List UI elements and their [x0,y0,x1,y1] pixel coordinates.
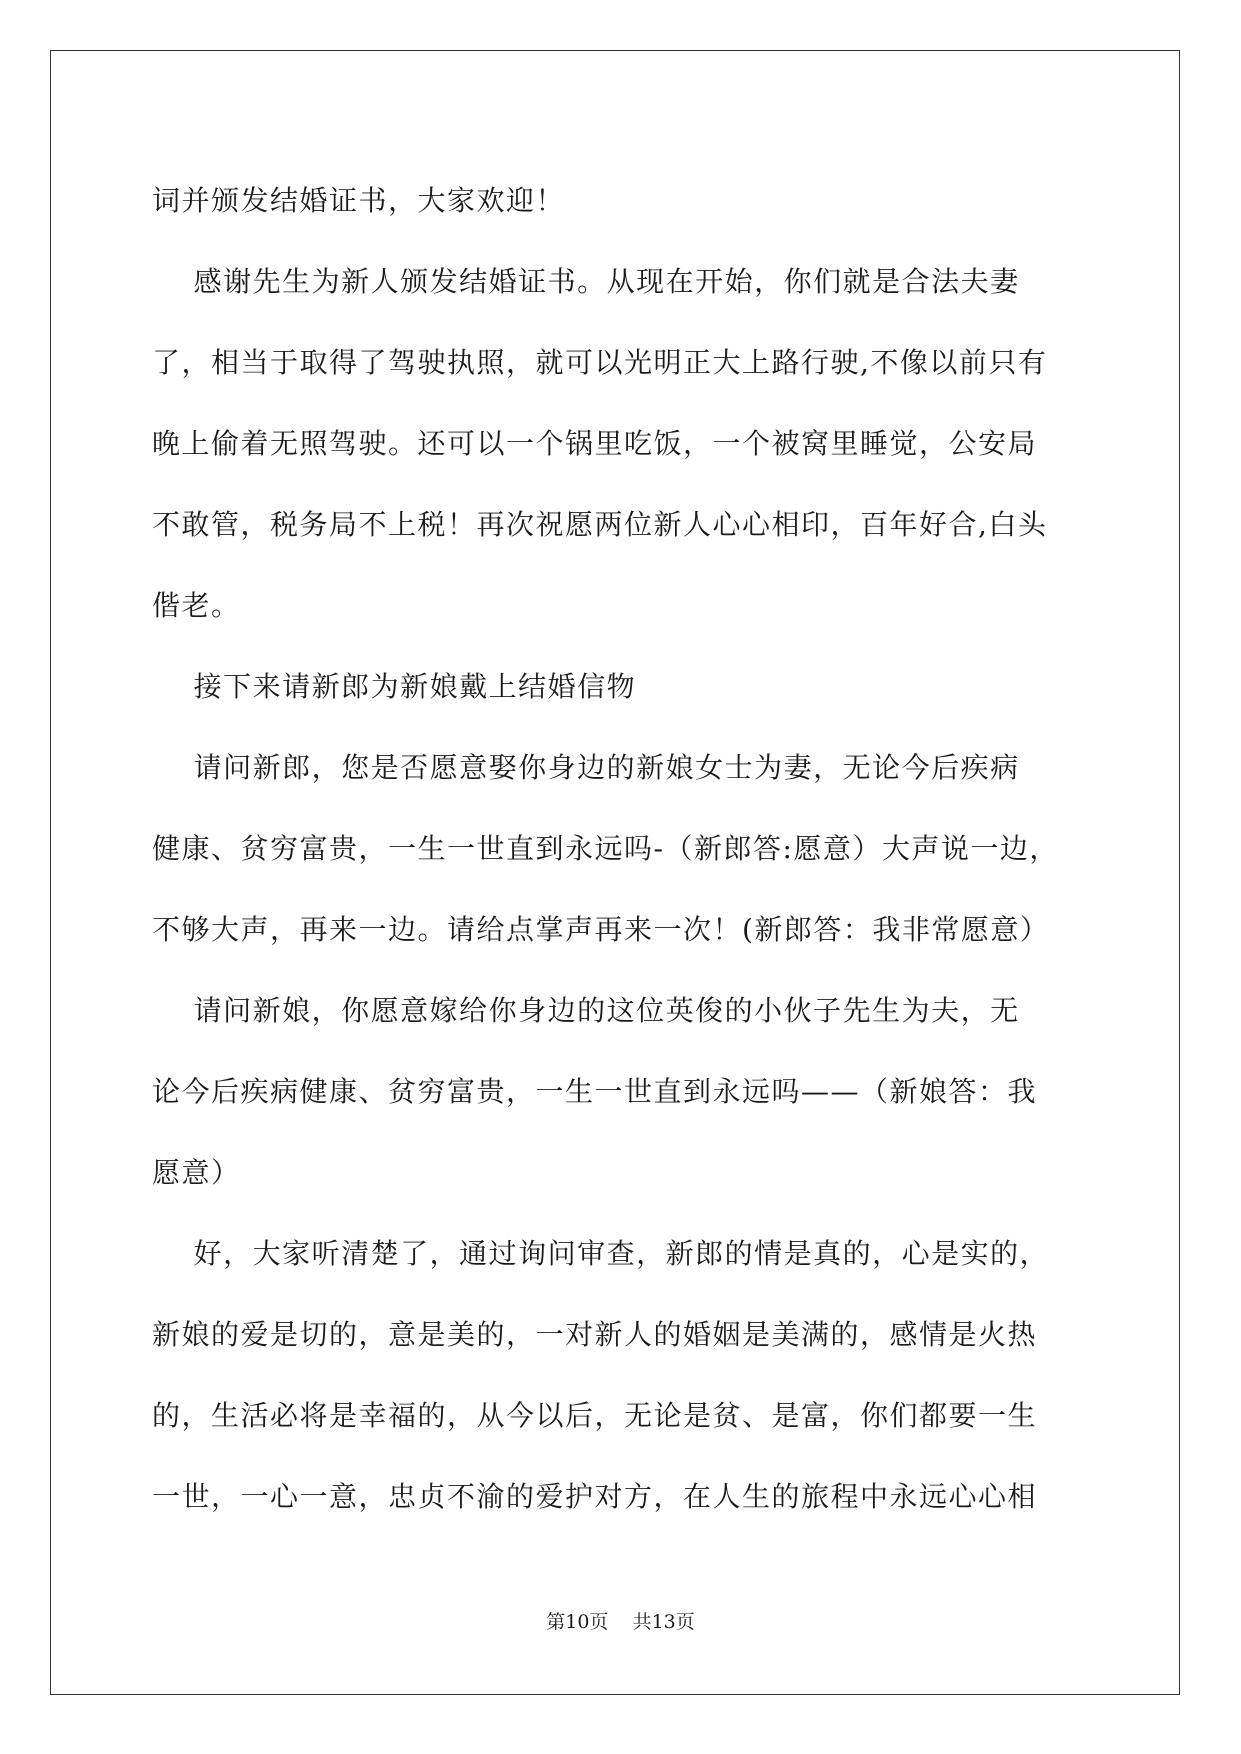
document-body [152,160,1092,1537]
text-line: 好，大家听清楚了，通过询问审查，新郎的情是真的，心是实的， [152,1237,1050,1270]
text-line: 论今后疾病健康、贫穷富贵，一生一世直到永远吗——（新娘答：我 [152,1075,1038,1108]
text-line: 不敢管，税务局不上税！再次祝愿两位新人心心相印，百年好合,白头 [152,508,1048,541]
text-line: 词并颁发结婚证书，大家欢迎！ [152,184,566,217]
text-line: 不够大声，再来一边。请给点掌声再来一次！(新郎答：我非常愿意） [152,913,1050,946]
text-line: 请问新郎，您是否愿意娶你身边的新娘女士为妻，无论今后疾病 [152,751,1020,784]
text-line: 请问新娘，你愿意嫁给你身边的这位英俊的小伙子先生为夫，无 [152,994,1020,1027]
paragraph [152,1213,1092,1537]
paragraph [152,727,1092,970]
text-line: 接下来请新郎为新娘戴上结婚信物 [152,670,637,703]
text-line: 了，相当于取得了驾驶执照，就可以光明正大上路行驶,不像以前只有 [152,346,1048,379]
paragraph [152,241,1092,646]
paragraph [152,970,1092,1213]
text-line: 晚上偷着无照驾驶。还可以一个锅里吃饭，一个被窝里睡觉，公安局 [152,427,1038,460]
paragraph [152,646,1092,727]
text-line: 新娘的爱是切的，意是美的，一对新人的婚姻是美满的，感情是火热 [152,1318,1038,1351]
text-line: 一世，一心一意，忠贞不渝的爱护对方，在人生的旅程中永远心心相 [152,1480,1038,1513]
page-number-footer: 第10页 共13页 [546,1611,695,1633]
text-line: 感谢先生为新人颁发结婚证书。从现在开始，你们就是合法夫妻 [152,265,1020,298]
text-line: 健康、贫穷富贵，一生一世直到永远吗-（新郎答:愿意）大声说一边， [152,832,1059,865]
text-line: 愿意） [152,1156,241,1189]
paragraph [152,160,1092,241]
text-line: 偕老。 [152,589,241,622]
text-line: 的，生活必将是幸福的，从今以后，无论是贫、是富，你们都要一生 [152,1399,1038,1432]
